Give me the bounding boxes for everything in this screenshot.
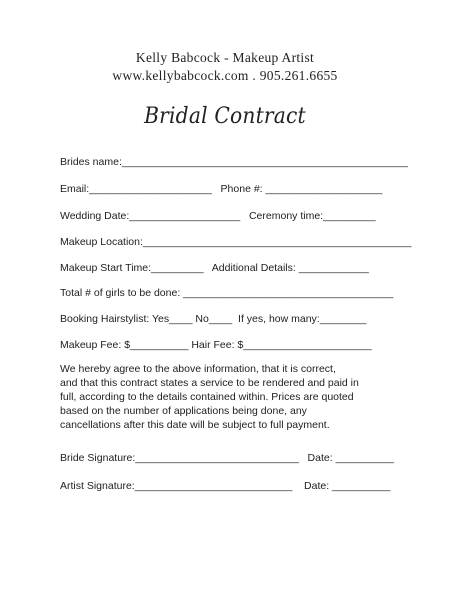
agreement-line: and that this contract states a service to be rendered and paid in (60, 377, 359, 389)
document-title: Bridal Contract (144, 104, 306, 129)
field-email-phone: Email:_____________________ Phone #: ____________________ (60, 183, 383, 195)
field-hairstylist: Booking Hairstylist: Yes____ No____ If yes, how many:________ (60, 313, 367, 325)
agreement-line: based on the number of applications being done, any (60, 405, 307, 417)
artist-name-header: Kelly Babcock - Makeup Artist (135, 50, 315, 65)
field-makeup-location: Makeup Location:______________________________________________ (60, 236, 412, 248)
field-start-time-details: Makeup Start Time:_________ Additional Details: ____________ (60, 262, 369, 274)
field-fees: Makeup Fee: $__________ Hair Fee: $______________________ (60, 339, 372, 351)
field-wedding-date-ceremony: Wedding Date:___________________ Ceremony time:_________ (60, 210, 376, 222)
agreement-line: We hereby agree to the above information, that it is correct, (60, 363, 336, 375)
contact-info-header: www.kellybabcock.com . 905.261.6655 (112, 68, 338, 83)
agreement-line: cancellations after this date will be subject to full payment. (60, 419, 330, 431)
bride-signature-line: Bride Signature:____________________________ Date: __________ (60, 452, 394, 464)
field-brides-name: Brides name:_________________________________________________ (60, 156, 409, 168)
field-total-girls: Total # of girls to be done: ____________________________________ (60, 287, 394, 299)
artist-signature-line: Artist Signature:___________________________ Date: __________ (60, 480, 391, 492)
agreement-line: full, according to the details contained within. Prices are quoted (60, 391, 354, 403)
agreement-paragraph (60, 362, 400, 432)
